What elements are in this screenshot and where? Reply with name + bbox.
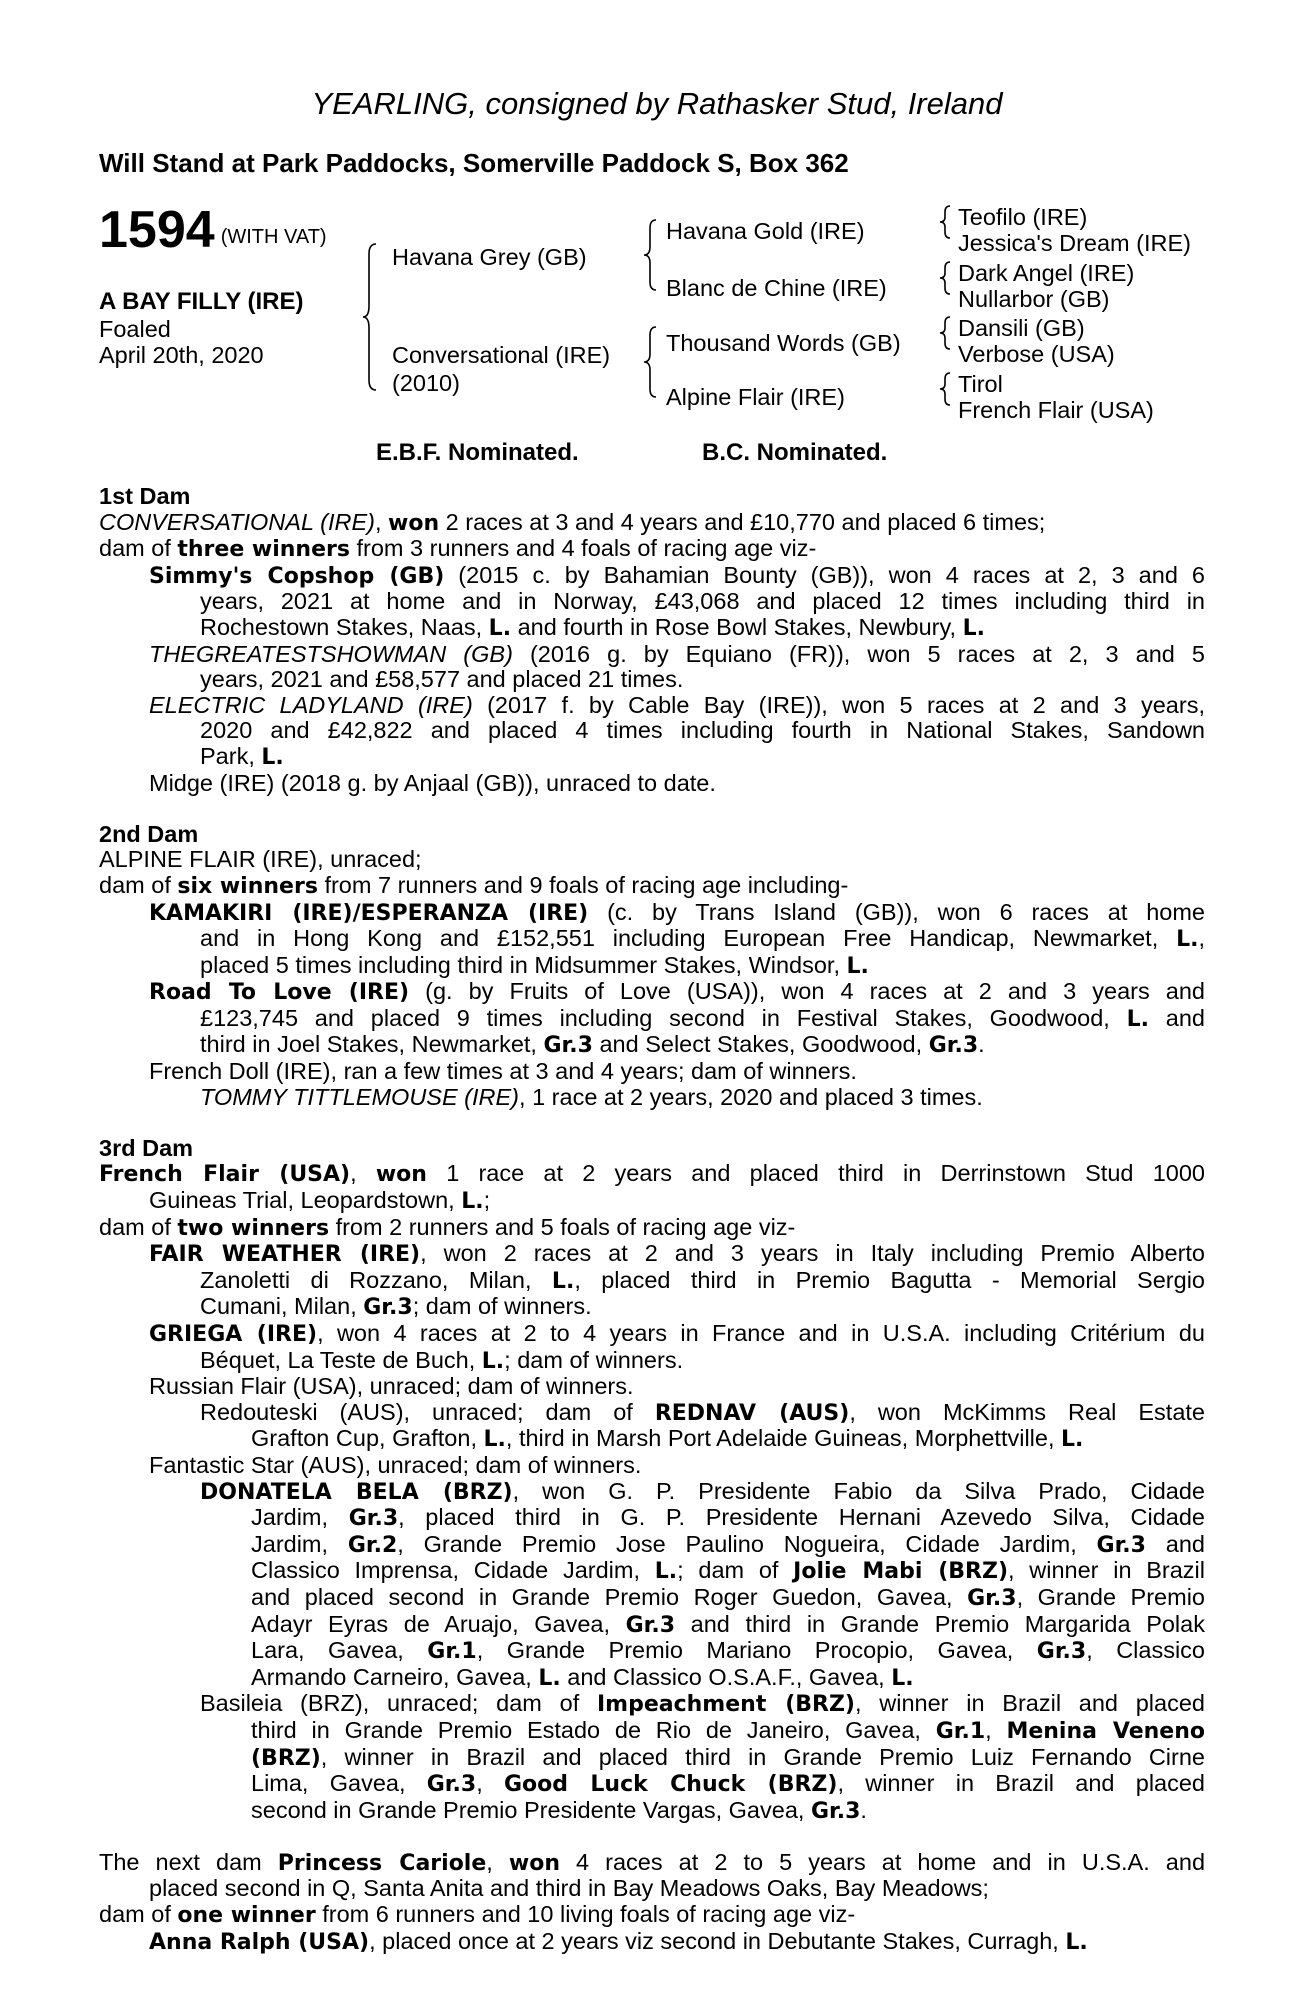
progeny-fair-weather: FAIR WEATHER (IRE), won 2 races at 2 and 3 years in Italy including Premio Alberto bbox=[149, 1240, 1205, 1268]
progeny-line: 2020 and £42,822 and placed 4 times including fourth in National Stakes, Sandown bbox=[200, 717, 1205, 744]
second-dam-heading: 2nd Dam bbox=[99, 820, 199, 847]
progeny-line: Rochestown Stakes, Naas, L. and fourth in Rose Bowl Stakes, Newbury, L. bbox=[200, 613, 985, 641]
progeny-line: Lima, Gavea, Gr.3, Good Luck Chuck (BRZ), winner in Brazil and placed bbox=[251, 1770, 1206, 1798]
progeny-line: Grafton Cup, Grafton, L., third in Marsh Port Adelaide Guineas, Morphettville, L. bbox=[251, 1425, 1084, 1453]
progeny-kamakiri: KAMAKIRI (IRE)/ESPERANZA (IRE) (c. by Trans Island (GB)), won 6 races at home bbox=[149, 898, 1205, 926]
progeny-road-to-love: Road To Love (IRE) (g. by Fruits of Love (USA)), won 4 races at 2 and 3 years and bbox=[149, 978, 1206, 1006]
pedigree-dds: Tirol bbox=[958, 371, 1003, 397]
bc-nominated: B.C. Nominated. bbox=[702, 439, 888, 466]
bracket-dd bbox=[940, 373, 956, 405]
second-dam-line: ALPINE FLAIR (IRE), unraced; bbox=[99, 846, 422, 873]
progeny-fantastic-star: Fantastic Star (AUS), unraced; dam of winners. bbox=[149, 1451, 642, 1478]
next-dam-line: The next dam Princess Cariole, won 4 races at 2 to 5 years at home and in U.S.A. and bbox=[99, 1848, 1206, 1876]
progeny-line: Jardim, Gr.3, placed third in G. P. Presidente Hernani Azevedo Silva, Cidade bbox=[251, 1504, 1205, 1532]
progeny-line: Adayr Eyras de Aruajo, Gavea, Gr.3 and third in Grande Premio Margarida Polak bbox=[251, 1610, 1205, 1638]
pedigree-sds: Dark Angel (IRE) bbox=[958, 260, 1135, 286]
pedigree-ssd: Jessica's Dream (IRE) bbox=[958, 230, 1191, 256]
progeny-line: Jardim, Gr.2, Grande Premio Jose Paulino Nogueira, Cidade Jardim, Gr.3 and bbox=[251, 1530, 1205, 1558]
third-dam-line-2: Guineas Trial, Leopardstown, L.; bbox=[149, 1187, 491, 1215]
progeny-line: and placed second in Grande Premio Roger Guedon, Gavea, Gr.3, Grande Premio bbox=[251, 1583, 1205, 1611]
pedigree-dam: Conversational (IRE) bbox=[392, 342, 611, 368]
progeny-russian-flair: Russian Flair (USA), unraced; dam of winners. bbox=[149, 1373, 634, 1400]
lot-number-line bbox=[99, 201, 327, 263]
bracket-ds bbox=[940, 317, 956, 349]
progeny-line: placed 5 times including third in Midsummer Stakes, Windsor, L. bbox=[200, 951, 869, 979]
progeny-redouteski: Redouteski (AUS), unraced; dam of REDNAV (AUS), won McKimms Real Estate bbox=[200, 1398, 1205, 1426]
next-dam-line-2: placed second in Q, Santa Anita and third in Bay Meadows Oaks, Bay Meadows; bbox=[149, 1875, 989, 1902]
third-dam-produce-line: dam of two winners from 2 runners and 5 foals of racing age viz- bbox=[99, 1213, 796, 1241]
progeny-line: Classico Imprensa, Cidade Jardim, L.; dam of Jolie Mabi (BRZ), winner in Brazil bbox=[251, 1557, 1206, 1585]
progeny-donatela-bela: DONATELA BELA (BRZ), won G. P. Presidente Fabio da Silva Prado, Cidade bbox=[200, 1477, 1205, 1505]
progeny-line: Cumani, Milan, Gr.3; dam of winners. bbox=[200, 1293, 592, 1321]
pedigree-sire-sire: Havana Gold (IRE) bbox=[666, 218, 865, 244]
foaled-label: Foaled bbox=[99, 316, 171, 342]
pedigree-sire: Havana Grey (GB) bbox=[392, 244, 587, 270]
progeny-french-doll: French Doll (IRE), ran a few times at 3 and 4 years; dam of winners. bbox=[149, 1058, 857, 1085]
progeny-anna-ralph: Anna Ralph (USA), placed once at 2 years viz second in Debutante Stakes, Curragh, L. bbox=[149, 1927, 1088, 1955]
second-dam-produce-line: dam of six winners from 7 runners and 9 foals of racing age including- bbox=[99, 871, 849, 899]
first-dam-heading: 1st Dam bbox=[99, 483, 191, 509]
progeny-electric-ladyland: ELECTRIC LADYLAND (IRE) (2017 f. by Cable Bay (IRE)), won 5 races at 2 and 3 years, bbox=[149, 691, 1205, 718]
stand-location: Will Stand at Park Paddocks, Somerville Paddock S, Box 362 bbox=[99, 148, 849, 178]
next-dam-produce-line: dam of one winner from 6 runners and 10 living foals of racing age viz- bbox=[99, 1901, 856, 1929]
progeny-line: Béquet, La Teste de Buch, L.; dam of winners. bbox=[200, 1346, 684, 1374]
pedigree-dss: Dansili (GB) bbox=[958, 315, 1085, 341]
progeny-midge: Midge (IRE) (2018 g. by Anjaal (GB)), unraced to date. bbox=[149, 769, 716, 796]
first-dam-produce-line: dam of three winners from 3 runners and 4 foals of racing age viz- bbox=[99, 535, 817, 563]
progeny-line: Zanoletti di Rozzano, Milan, L., placed third in Premio Bagutta - Memorial Sergio bbox=[200, 1266, 1205, 1294]
third-dam-line: French Flair (USA), won 1 race at 2 years and placed third in Derrinstown Stud 1000 bbox=[99, 1160, 1205, 1188]
catalogue-body bbox=[99, 484, 1205, 1955]
progeny-simmys-copshop: Simmy's Copshop (GB) (2015 c. by Bahamian Bounty (GB)), won 4 races at 2, 3 and 6 bbox=[149, 561, 1205, 589]
pedigree-dam-sire: Thousand Words (GB) bbox=[666, 330, 901, 356]
third-dam-heading: 3rd Dam bbox=[99, 1134, 194, 1161]
progeny-line: third in Joel Stakes, Newmarket, Gr.3 and Select Stakes, Goodwood, Gr.3. bbox=[200, 1031, 985, 1059]
foaled-date: April 20th, 2020 bbox=[99, 342, 264, 368]
page-title: YEARLING, consigned by Rathasker Stud, Ireland bbox=[311, 86, 1003, 121]
bracket-dam bbox=[644, 327, 664, 397]
pedigree-sdd: Nullarbor (GB) bbox=[958, 286, 1110, 312]
progeny-thegreatestshowman: THEGREATESTSHOWMAN (GB) (2016 g. by Equiano (FR)), won 5 races at 2, 3 and 5 bbox=[149, 640, 1205, 667]
first-dam-line: CONVERSATIONAL (IRE), won 2 races at 3 and 4 years and £10,770 and placed 6 times; bbox=[99, 508, 1046, 536]
lot-description: A BAY FILLY (IRE) bbox=[99, 288, 304, 315]
pedigree-dam-dam: Alpine Flair (IRE) bbox=[666, 384, 845, 410]
progeny-line: second in Grande Premio Presidente Vargas, Gavea, Gr.3. bbox=[251, 1796, 867, 1824]
progeny-line: third in Grande Premio Estado de Rio de Janeiro, Gavea, Gr.1, Menina Veneno bbox=[251, 1716, 1205, 1744]
progeny-line: Armando Carneiro, Gavea, L. and Classico O.S.A.F., Gavea, L. bbox=[251, 1663, 914, 1691]
lot-number: 1594 bbox=[99, 201, 215, 259]
progeny-griega: GRIEGA (IRE), won 4 races at 2 to 4 years in France and in U.S.A. including Critérium du bbox=[149, 1320, 1206, 1347]
pedigree-sss: Teofilo (IRE) bbox=[958, 204, 1088, 230]
progeny-line: Park, L. bbox=[200, 742, 284, 770]
progeny-line: Lara, Gavea, Gr.1, Grande Premio Mariano Procopio, Gavea, Gr.3, Classico bbox=[251, 1637, 1205, 1665]
progeny-line: (BRZ), winner in Brazil and placed third in Grande Premio Luiz Fernando Cirne bbox=[251, 1743, 1205, 1771]
progeny-tommy-tittlemouse: TOMMY TITTLEMOUSE (IRE), 1 race at 2 years, 2020 and placed 3 times. bbox=[200, 1083, 983, 1110]
pedigree-dam-year: (2010) bbox=[392, 370, 460, 396]
progeny-line: years, 2021 at home and in Norway, £43,068 and placed 12 times including third in bbox=[200, 588, 1205, 615]
pedigree-dsd: Verbose (USA) bbox=[958, 341, 1115, 367]
pedigree-sire-dam: Blanc de Chine (IRE) bbox=[666, 275, 887, 301]
progeny-line: and in Hong Kong and £152,551 including European Free Handicap, Newmarket, L., bbox=[200, 925, 1205, 953]
progeny-line: years, 2021 and £58,577 and placed 21 times. bbox=[200, 666, 684, 693]
vat-note: (WITH VAT) bbox=[220, 226, 327, 248]
bracket-main bbox=[364, 244, 384, 390]
bracket-ss bbox=[940, 206, 956, 238]
bracket-sd bbox=[940, 262, 956, 294]
bracket-sire bbox=[644, 220, 664, 290]
progeny-basileia: Basileia (BRZ), unraced; dam of Impeachment (BRZ), winner in Brazil and placed bbox=[200, 1690, 1205, 1718]
progeny-line: £123,745 and placed 9 times including second in Festival Stakes, Goodwood, L. and bbox=[200, 1004, 1205, 1032]
ebf-nominated: E.B.F. Nominated. bbox=[376, 439, 579, 466]
pedigree-ddd: French Flair (USA) bbox=[958, 397, 1154, 423]
